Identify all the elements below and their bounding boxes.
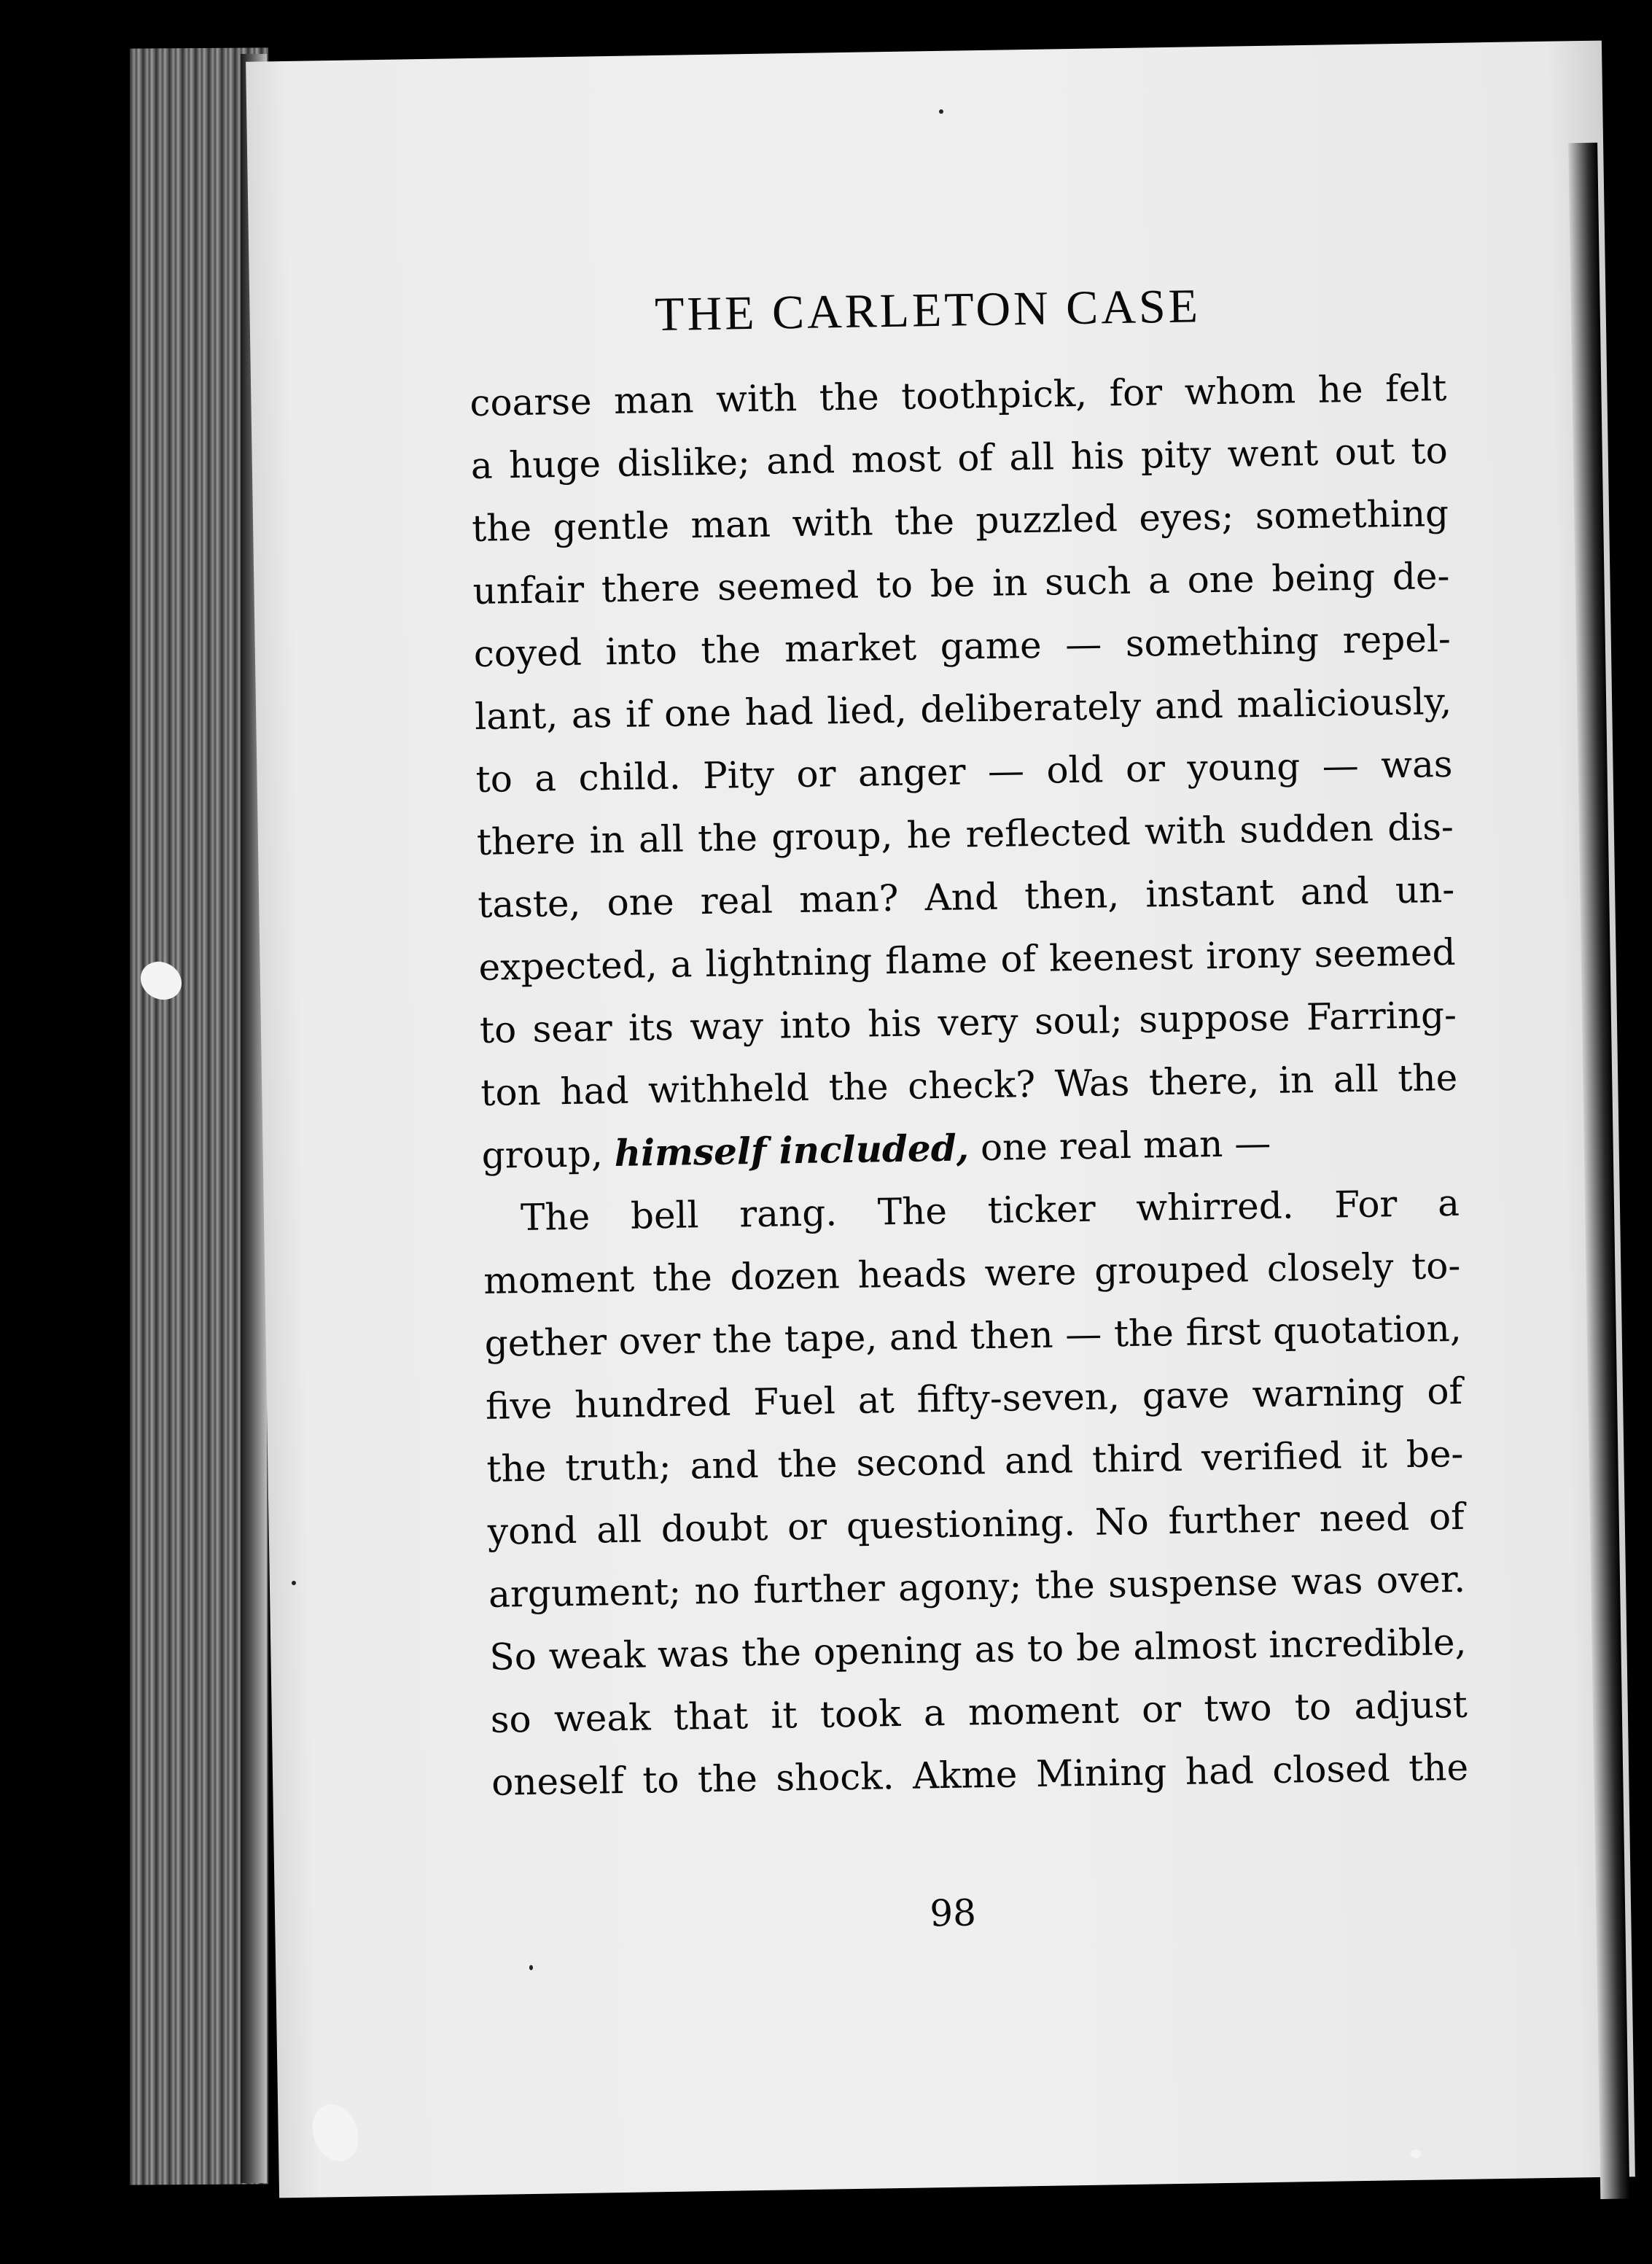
paragraph-1 [470, 357, 1458, 1124]
text-line: So weak was the opening as to be almost incredible, [489, 1620, 1467, 1678]
text-line: the gentle man with the puzzled eyes; something [471, 491, 1449, 550]
text-line: to sear its way into his very soul; suppose Farring- [479, 993, 1457, 1051]
text-line: argument; no further agony; the suspense was over. [488, 1557, 1466, 1616]
text-line: lant, as if one had lied, deliberately and maliciously, [474, 680, 1452, 738]
book-page [246, 41, 1635, 2198]
body-text [470, 357, 1469, 1814]
last-line-end: one real man — [968, 1121, 1271, 1170]
text-line: coyed into the market game — something repel- [473, 617, 1452, 675]
paragraph-2 [482, 1172, 1468, 1814]
text-line: ton had withheld the check? Was there, in all the [480, 1056, 1458, 1114]
text-line: taste, one real man? And then, instant and un- [477, 868, 1455, 926]
text-line: a huge dislike; and most of all his pity went out to [470, 429, 1449, 488]
text-line: unfair there seemed to be in such a one being de- [472, 554, 1450, 612]
scan-dot [939, 109, 943, 114]
text-line: so weak that it took a moment or two to adjust [490, 1683, 1468, 1741]
running-head: THE CARLETON CASE [654, 279, 1201, 342]
text-line: to a child. Pity or anger — old or young — was [475, 742, 1453, 801]
text-line: yond all doubt or questioning. No further need of [487, 1495, 1465, 1553]
text-line: The bell rang. The ticker whirred. For a [520, 1181, 1460, 1240]
text-line: oneself to the shock. Akme Mining had closed the [491, 1746, 1469, 1804]
text-line: moment the dozen heads were grouped closely to- [483, 1244, 1461, 1302]
scan-dot [529, 1965, 533, 1970]
text-line: coarse man with the toothpick, for whom he felt [470, 366, 1447, 425]
last-line-start: group, [481, 1132, 615, 1177]
text-line: gether over the tape, and then — the first quotation, [484, 1307, 1462, 1365]
scan-speck [1411, 2150, 1421, 2158]
text-line: the truth; and the second and third verified it be- [486, 1432, 1464, 1490]
scan-dot [292, 1581, 296, 1585]
text-line: five hundred Fuel at fifty-seven, gave warning of [485, 1369, 1463, 1428]
page-number: 98 [929, 1891, 977, 1935]
italic-phrase: himself included, [614, 1126, 970, 1175]
text-line: there in all the group, he reflected with sudden dis- [476, 805, 1454, 863]
text-line: expected, a lightning flame of keenest irony seemed [478, 930, 1456, 989]
